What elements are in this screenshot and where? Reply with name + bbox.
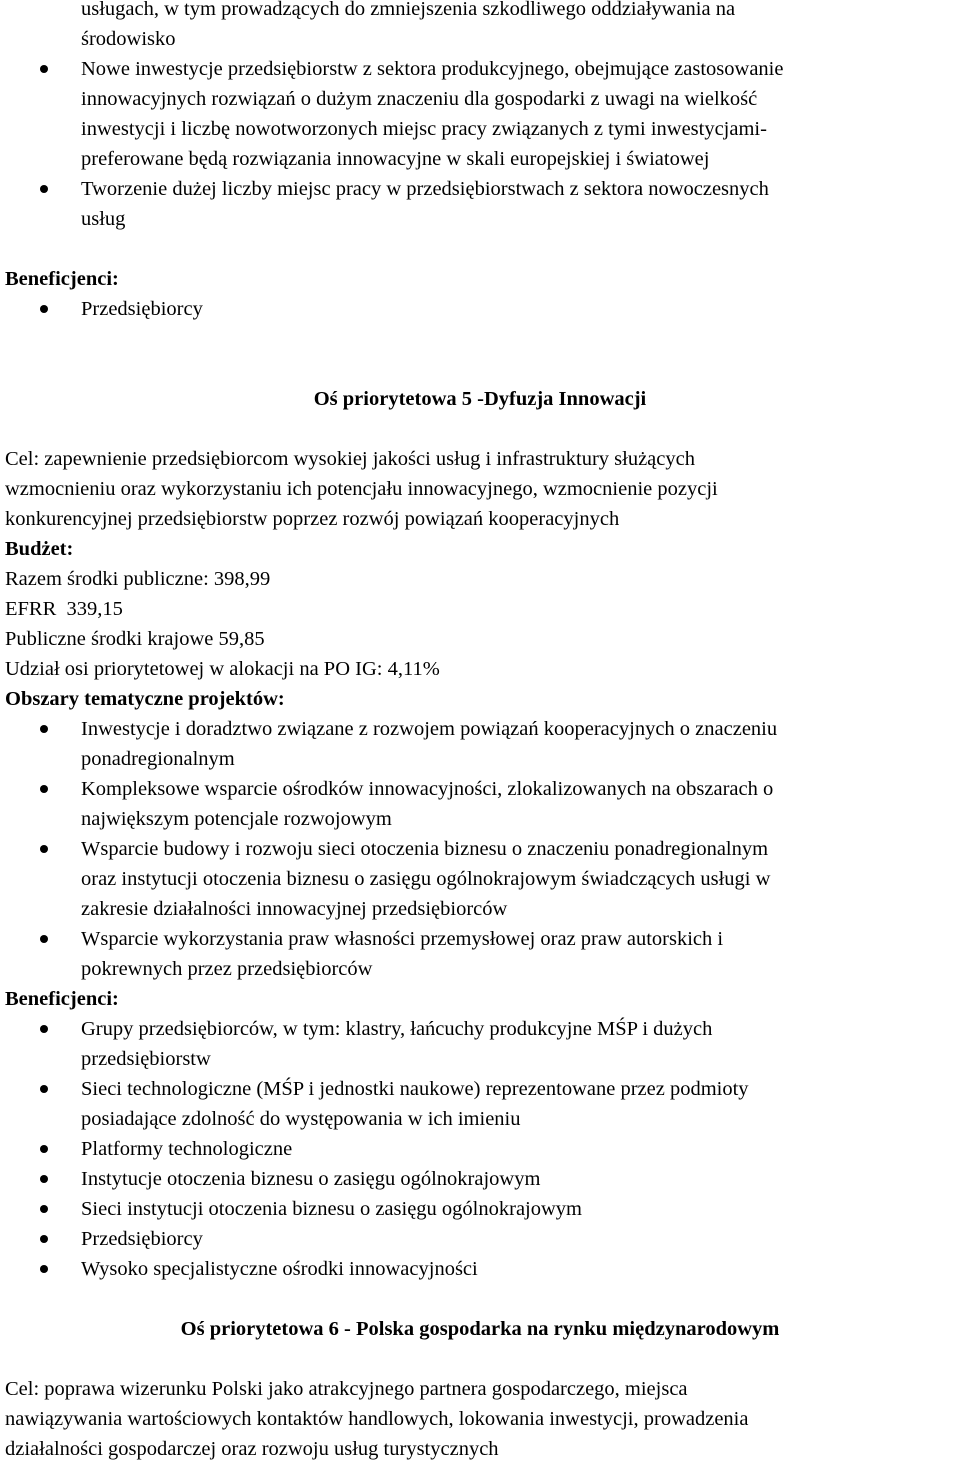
text-line: usług [81, 208, 126, 230]
text-line: Sieci instytucji otoczenia biznesu o zasięgu ogólnokrajowym [81, 1198, 582, 1220]
text-line: największym potencjale rozwojowym [81, 808, 392, 830]
text-line: Przedsiębiorcy [81, 298, 203, 320]
intro-continuation [0, 0, 960, 54]
list-item [0, 1074, 960, 1134]
beneficiaries-list [0, 1014, 960, 1284]
text-line: Przedsiębiorcy [81, 1228, 203, 1250]
goal-paragraph [0, 444, 960, 534]
text-line: Grupy przedsiębiorców, w tym: klastry, łańcuchy produkcyjne MŚP i dużych [81, 1018, 713, 1040]
text-line: Tworzenie dużej liczby miejsc pracy w przedsiębiorstwach z sektora nowoczesnych [81, 178, 769, 200]
text-line: innowacyjnych rozwiązań o dużym znaczeniu dla gospodarki z uwagi na wielkość [81, 88, 758, 110]
text-line: Nowe inwestycje przedsiębiorstw z sektora produkcyjnego, obejmujące zastosowanie [81, 58, 784, 80]
text-line: Cel: poprawa wizerunku Polski jako atrakcyjnego partnera gospodarczego, miejsca [5, 1378, 688, 1400]
budget-line: Udział osi priorytetowej w alokacji na PO IG: 4,11% [5, 658, 440, 680]
section-heading-axis-5: Oś priorytetowa 5 -Dyfuzja Innowacji [313, 388, 647, 410]
text-line: Sieci technologiczne (MŚP i jednostki naukowe) reprezentowane przez podmioty [81, 1078, 749, 1100]
text-line: pokrewnych przez przedsiębiorców [81, 958, 373, 980]
section-heading-axis-6: Oś priorytetowa 6 - Polska gospodarka na rynku międzynarodowym [180, 1318, 780, 1340]
budget-line: EFRR 339,15 [5, 598, 123, 620]
list-item [0, 1164, 960, 1194]
text-line: Cel: zapewnienie przedsiębiorcom wysokiej jakości usług i infrastruktury służących [5, 448, 695, 470]
list-item [0, 924, 960, 984]
list-item [0, 1014, 960, 1074]
list-item [0, 714, 960, 774]
list-item [0, 834, 960, 924]
text-line: Kompleksowe wsparcie ośrodków innowacyjności, zlokalizowanych na obszarach o [81, 778, 774, 800]
budget-heading: Budżet: [5, 538, 74, 560]
list-item [0, 1254, 960, 1284]
text-line: działalności gospodarczej oraz rozwoju usług turystycznych [5, 1438, 499, 1460]
list-item [0, 174, 960, 234]
text-line: nawiązywania wartościowych kontaktów handlowych, lokowania inwestycji, prowadzenia [5, 1408, 749, 1430]
list-item [0, 1194, 960, 1224]
list-item [0, 774, 960, 834]
text-line: środowisko [81, 28, 176, 50]
goal-paragraph [0, 1374, 960, 1464]
text-line: przedsiębiorstw [81, 1048, 211, 1070]
list-item [0, 1134, 960, 1164]
text-line: inwestycji i liczbę nowotworzonych miejsc pracy związanych z tymi inwestycjami- [81, 118, 767, 140]
text-line: preferowane będą rozwiązania innowacyjne w skali europejskiej i światowej [81, 148, 710, 170]
text-line: ponadregionalnym [81, 748, 235, 770]
text-line: Wysoko specjalistyczne ośrodki innowacyjności [81, 1258, 478, 1280]
text-line: posiadające zdolność do występowania w ich imieniu [81, 1108, 521, 1130]
text-line: Instytucje otoczenia biznesu o zasięgu ogólnokrajowym [81, 1168, 541, 1190]
budget-lines [0, 564, 960, 684]
beneficiaries-heading: Beneficjenci: [5, 988, 119, 1010]
text-line: wzmocnieniu oraz wykorzystaniu ich potencjału innowacyjnego, wzmocnienie pozycji [5, 478, 718, 500]
text-line: zakresie działalności innowacyjnej przedsiębiorców [81, 898, 508, 920]
text-line: usługach, w tym prowadzących do zmniejszenia szkodliwego oddziaływania na [81, 0, 736, 20]
text-line: konkurencyjnej przedsiębiorstw poprzez rozwój powiązań kooperacyjnych [5, 508, 620, 530]
budget-line: Razem środki publiczne: 398,99 [5, 568, 271, 590]
beneficiaries-heading: Beneficjenci: [5, 268, 119, 290]
text-line: Platformy technologiczne [81, 1138, 293, 1160]
intro-bullet-list [0, 54, 960, 234]
topics-list [0, 714, 960, 984]
text-line: Wsparcie budowy i rozwoju sieci otoczenia biznesu o znaczeniu ponadregionalnym [81, 838, 769, 860]
text-line: oraz instytucji otoczenia biznesu o zasięgu ogólnokrajowym świadczących usługi w [81, 868, 771, 890]
text-line: Wsparcie wykorzystania praw własności przemysłowej oraz praw autorskich i [81, 928, 724, 950]
list-item [0, 1224, 960, 1254]
list-item [0, 294, 960, 324]
budget-line: Publiczne środki krajowe 59,85 [5, 628, 265, 650]
list-item [0, 54, 960, 174]
text-line: Inwestycje i doradztwo związane z rozwojem powiązań kooperacyjnych o znaczeniu [81, 718, 778, 740]
topics-heading: Obszary tematyczne projektów: [5, 688, 285, 710]
